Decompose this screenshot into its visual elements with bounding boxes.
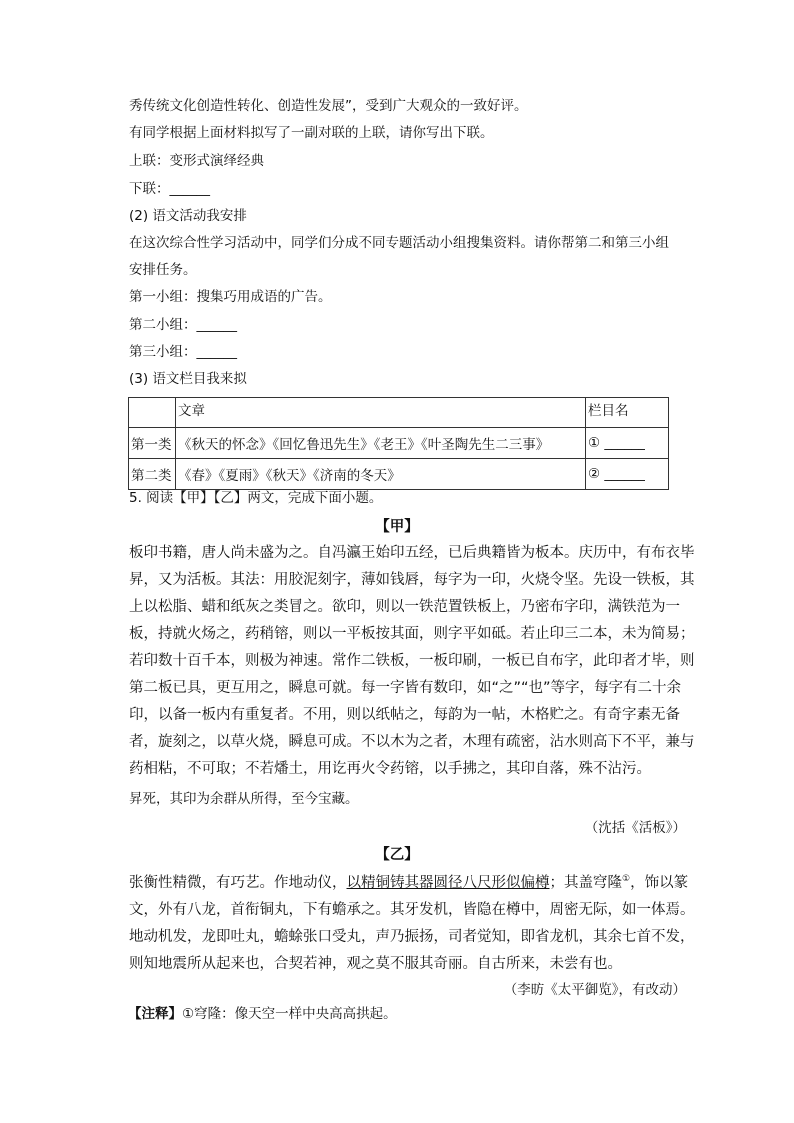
table-header-row	[129, 398, 669, 428]
table-row	[129, 428, 669, 459]
passage-jia-source: （沈括《活板》）	[584, 820, 686, 836]
passage-yi-source: （李昉《太平御览》，有改动）	[503, 982, 686, 998]
sub-question-2-text-cont: 安排任务。	[129, 262, 197, 278]
table-header-cell: 栏目名	[586, 398, 669, 428]
group-1-line: 第一小组：搜集巧用成语的广告。	[129, 289, 332, 305]
note-text: ①穹隆：像天空一样中央高高拱起。	[182, 1006, 397, 1022]
text-line: 秀传统文化创造性转化、创造性发展”，受到广大观众的一致好评。	[129, 98, 528, 114]
question-5-intro: 5. 阅读【甲】【乙】两文，完成下面小题。	[129, 490, 383, 506]
group-2-blank: 第二小组：______	[129, 317, 237, 333]
question-instruction: 有同学根据上面材料拟写了一副对联的上联，请你写出下联。	[129, 125, 494, 141]
table-cell: 第一类	[129, 428, 176, 459]
underlined-sentence: 以精铜铸其器圆径八尺形似偏樽	[346, 874, 550, 891]
passage-yi-title: 【乙】	[375, 847, 419, 863]
table-cell: 第二类	[129, 459, 176, 490]
sub-question-3-title: (3) 语文栏目我来拟	[129, 371, 247, 387]
couplet-upper: 上联：变形式演绎经典	[129, 153, 264, 169]
sub-question-2-title: (2) 语文活动我安排	[129, 208, 247, 224]
passage-yi-text	[129, 866, 695, 978]
table-row	[129, 459, 669, 490]
table-header-cell	[129, 398, 176, 428]
couplet-lower-blank: 下联：______	[129, 181, 210, 197]
note-label: 【注释】	[128, 1006, 182, 1022]
passage-yi-pre: 张衡性精微，有巧艺。作地动仪，	[129, 874, 347, 891]
passage-yi-mid: ；其盖穹隆	[549, 874, 622, 891]
sub-question-2-text: 在这次综合性学习活动中，同学们分成不同专题活动小组搜集资料。请你帮第二和第三小组	[129, 235, 669, 251]
table-header-cell: 文章	[176, 398, 586, 428]
table-cell: ① ______	[586, 428, 669, 459]
passage-jia-text: 板印书籍，唐人尚未盛为之。自冯瀛王始印五经，已后典籍皆为板本。庆历中，有布衣毕昇，又为活板。其法：用胶泥刻字，薄如钱唇，每字为一印，火烧令坚。先设一铁板，其上以松脂、蜡和纸灰之类冒之。欲印，则以一铁范置铁板上，乃密布字印，满铁范为一板，持就火炀之，药稍镕，则以一平板按其面，则字平如砥。若止印三二本，未为简易；若印数十百千本，则极为神速。常作二铁板，一板印刷，一板已自布字，此印者才毕，则第二板已具，更互用之，瞬息可就。每一字皆有数印，如“之”“也”等字，每字有二十余印，以备一板内有重复者。不用，则以纸帖之，每韵为一帖，木格贮之。有奇字素无备者，旋刻之，以草火烧，瞬息可成。不以木为之者，木理有疏密，沾水则高下不平，兼与药相粘，不可取；不若燔土，用讫再火令药镕，以手拂之，其印自落，殊不沾污。	[129, 545, 695, 777]
passage-yi-post: ，饰以篆文，外有八龙，首衔铜丸，下有蟾承之。其牙发机，皆隐在樽中，周密无际，如一体焉。地动机发，龙即吐丸，蟾蜍张口受丸，声乃振扬，司者觉知，即省龙机，其余七首不发，则知地震所从起来也，合契若神，观之莫不服其奇丽。自古所来，未尝有也。	[129, 874, 695, 972]
annotation-note	[128, 1004, 397, 1024]
table-cell: 《春》《夏雨》《秋天》《济南的冬天》	[176, 459, 586, 490]
column-table	[128, 397, 669, 490]
group-3-blank: 第三小组：______	[129, 344, 237, 360]
passage-jia-title: 【甲】	[375, 519, 419, 535]
table-cell: ② ______	[586, 459, 669, 490]
passage-jia-last-line: 昇死，其印为余群从所得，至今宝藏。	[129, 791, 359, 807]
table-cell: 《秋天的怀念》《回忆鲁迅先生》《老王》《叶圣陶先生二三事》	[176, 428, 586, 459]
footnote-marker: ①	[622, 874, 631, 884]
